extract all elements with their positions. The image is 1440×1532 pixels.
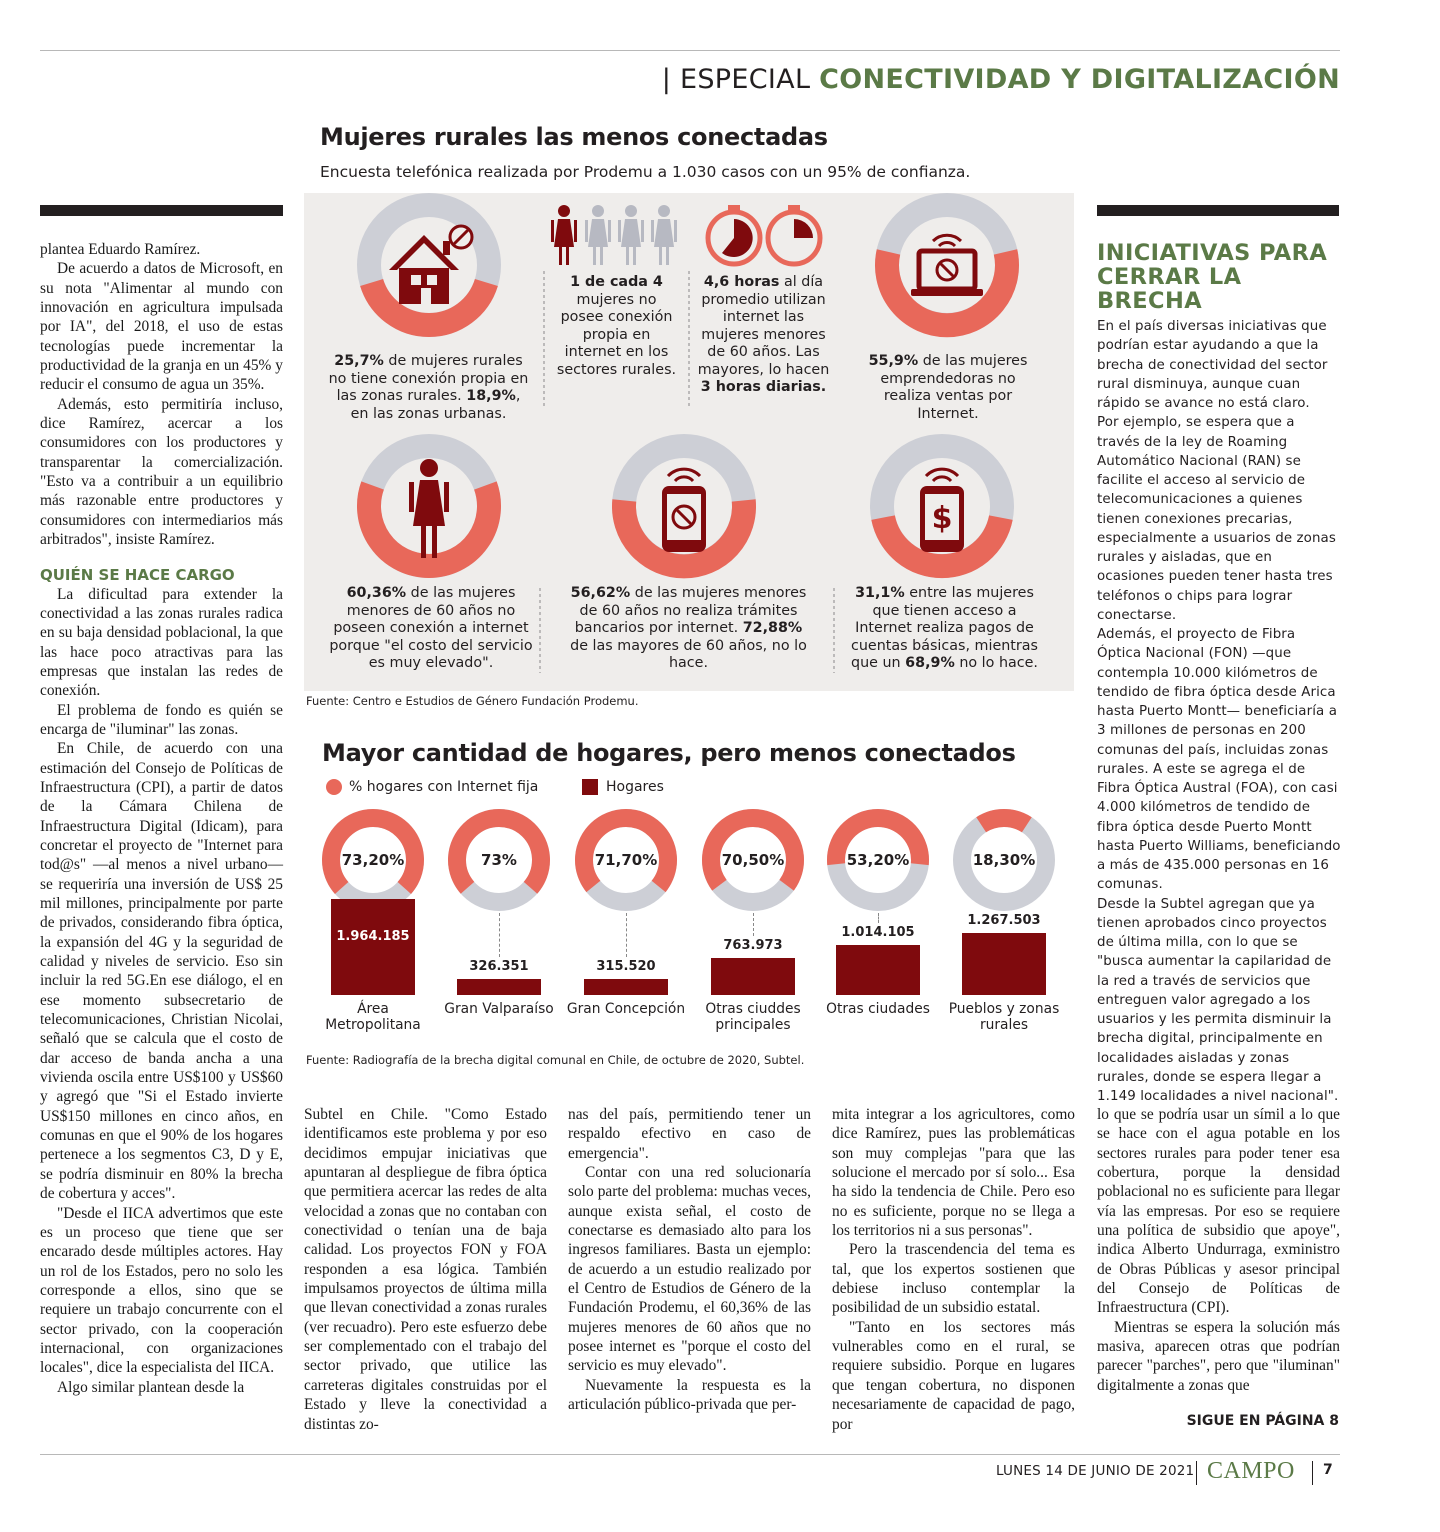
paragraph: Pero la trascendencia del tema es tal, que los expertos sostienen que debiese incluso contemplar la posibilidad de un subsidio estatal.: [832, 1241, 1075, 1317]
donut-woman: [369, 446, 489, 566]
paragraph: plantea Eduardo Ramírez.: [40, 241, 201, 258]
footer-brand: CAMPO: [1207, 1458, 1295, 1484]
category-label: Gran Valparaíso: [444, 1001, 554, 1017]
legend-hogares-swatch: [582, 779, 598, 795]
footer-divider: [1312, 1461, 1313, 1485]
legend: [326, 778, 726, 798]
infographic1-subtitle: Encuesta telefónica realizada por Prodemu a 1.030 casos con un 95% de confianza.: [320, 163, 971, 181]
paragraph: mita integrar a los agricultores, como dice Ramírez, pues las problemáticas son muy complejas "para que las solucione el mercado por sí solo... Esa ha sido la tendencia de Chile. Pero eso no es suficiente, porque no se llega a los territorios ni a sus personas".: [832, 1106, 1075, 1240]
stat-text-7: 31,1% entre las mujeres que tienen acceso a Internet realiza pagos de cuentas básicas, mientras que un 68,9% no lo hace.: [850, 585, 1038, 671]
category-label: Otras ciudades: [826, 1001, 930, 1017]
donut-percent-label: 71,70%: [594, 851, 658, 869]
footer-page-number: 7: [1323, 1462, 1333, 1478]
category-label: Pueblos y zonas rurales: [948, 1001, 1060, 1033]
connector-line: [626, 913, 627, 957]
infographic1-panel: [304, 193, 1074, 691]
hogares-bar: [584, 979, 668, 995]
right-column-bar: [1097, 205, 1339, 216]
donut-laptop: [887, 205, 1007, 325]
article-column-4: [832, 1105, 1075, 1434]
hogares-value-label: 315.520: [596, 959, 656, 974]
hogares-value-label: 1.964.185: [336, 929, 410, 944]
hogares-bar: [711, 958, 795, 995]
connector-line: [878, 913, 879, 923]
category-label: Gran Concepción: [566, 1001, 686, 1017]
category-label: Otras ciuddes principales: [705, 1001, 801, 1033]
donut-percent-label: 73%: [481, 851, 517, 869]
stat-text-5: 60,36% de las mujeres menores de 60 años no poseen conexión a internet porque "el costo del servicio es muy elevado".: [329, 585, 533, 671]
footer-date: LUNES 14 DE JUNIO DE 2021: [996, 1463, 1195, 1479]
legend-hogares-label: Hogares: [606, 779, 664, 795]
paragraph: En Chile, de acuerdo con una estimación del Consejo de Políticas de Infraestructura (CPI), a partir de datos de la Cámara Chilena de Infraestructura Digital (Idicam), para concretar el proyecto de "Internet para tod@s" —al menos a nivel urbano— se requeriría una inversión de US$ 25 mil millones, principalmente por parte de privados, considerando fibra óptica, la expansión del 4G y la seguridad de calidad y niveles de servicio. Eso sin incluir la red 5G.En ese diálogo, el en ese momento subsecretario de telecomunicaciones, Christian Nicolai, señaló que se calcula que el costo de dar acceso de banda ancha a una vivienda oscila entre US$100 y US$60 y agregó que "Si el Estado invierte US$150 millones en cinco años, en comunas en que el 90% de los hogares pertenece a los segmentos C3, D y E, se podría disminuir en 80% la brecha de cobertura y acces".: [40, 740, 283, 1203]
section-prefix: | ESPECIAL: [661, 64, 820, 95]
sidebar-paragraph: En el país diversas iniciativas que podrían estar ayudando a que la brecha de conectividad del sector rural disminuya, aunque cuan rápido se avance no está claro.: [1097, 319, 1328, 411]
paragraph: "Tanto en los sectores más vulnerables como en el rural, se requiere subsidio. Porque en lugares que tengan cobertura, no disponen necesariamente de capacidad de pago, por: [832, 1318, 1075, 1433]
clock-icons: [708, 205, 820, 264]
article-column-1: [40, 240, 283, 1397]
women-icons: [551, 205, 677, 265]
section-title: CONECTIVIDAD Y DIGITALIZACIÓN: [819, 64, 1340, 95]
connector-line: [499, 913, 500, 957]
hogares-value-label: 1.014.105: [841, 925, 915, 941]
hogares-bar: [962, 933, 1046, 995]
paragraph: "Desde el IICA advertimos que este es un proceso que tiene que ser encarado desde múltiples actores. Hay un rol de los Estados, pero no solo les corresponde a ellos, sino que se requiere un trabajo concurrente con el sector privado, con la cooperación internacional, con organizaciones locales", dice la especialista del IICA.: [40, 1204, 283, 1377]
donut-house: [369, 205, 489, 325]
paragraph: Mientras se espera la solución más masiva, aparecen otras que podrían parecer "parches", pero que "iluminan" digitalmente a zonas que: [1097, 1318, 1340, 1394]
sidebar-paragraph: Además, el proyecto de Fibra Óptica Nacional (FON) —que contempla 10.000 kilómetros de tendido de fibra óptica desde Arica hasta Puerto Montt— beneficiaría a 3 millones de personas en 200 comunas del país, incluidas zonas rurales. A este se agrega el de Fibra Óptica Austral (FOA), con casi 4.000 kilómetros de tendido de fibra óptica desde Puerto Montt hasta Puerto Williams, beneficiando a más de 435.000 personas en 16 comunas.: [1097, 627, 1341, 893]
sidebar-body: [1097, 317, 1341, 1106]
footer-divider: [1196, 1461, 1197, 1485]
section-header: [662, 64, 1340, 95]
stat-text-6: 56,62% de las mujeres menores de 60 años no realiza trámites bancarios por internet. 72,88% de las mayores de 60 años, no lo hace.: [570, 585, 807, 671]
hogares-bar: [457, 979, 541, 995]
paragraph: El problema de fondo es quién se encarga de "iluminar" las zonas.: [40, 701, 283, 738]
stat-text-3: 4,6 horas al día promedio utilizan internet las mujeres menores de 60 años. Las mayores, lo hacen 3 horas diarias.: [697, 274, 830, 395]
paragraph: Nuevamente la respuesta es la articulación público-privada que per-: [568, 1376, 811, 1414]
stat-text-1: 25,7% de mujeres rurales no tiene conexión propia en las zonas rurales. 18,9%, en las zonas urbanas.: [328, 353, 529, 422]
paragraph: Además, esto permitiría incluso, dice Ramírez, acercar a los consumidores con los productores y transparentar la comercialización. "Esto va a contribuir a un equilibrio más razonable entre productores y consumidores con intermediarios más arbitrados", insiste Ramírez.: [40, 395, 283, 549]
infographic1-title: Mujeres rurales las menos conectadas: [320, 123, 828, 151]
svg-text:$: $: [931, 501, 953, 536]
chart-area: [310, 805, 1090, 1045]
legend-internet-label: % hogares con Internet fija: [349, 779, 539, 795]
donut-dollar: [882, 446, 1002, 566]
sidebar-paragraph: Desde la Subtel agregan que ya tienen aprobados cinco proyectos de última milla, con lo que se "busca aumentar la capilaridad de la red a través de servicios que entreguen valor agregado a los usuarios y les permita disminuir la brecha digital, principalmente en localidades aisladas y zonas rurales, donde se espera llegar a 1.149 localidades a nivel nacional".: [1097, 896, 1339, 1104]
paragraph: lo que se podría usar un símil a lo que se hace con el agua potable en los sectores rurales para poder tener esa cobertura, porque la densidad poblacional no es suficiente para llegar vía las empresas. Por eso se requiere una política de subsidio que apoye", indica Alberto Undurraga, exministro de Obras Públicas y asesor principal del Consejo de Políticas de Infraestructura (CPI).: [1097, 1106, 1340, 1317]
infographic2-title: Mayor cantidad de hogares, pero menos conectados: [322, 739, 1016, 767]
sidebar-paragraph: Por ejemplo, se espera que a través de la ley de Roaming Automático Nacional (RAN) se facilite el acceso al servicio de telecomunicaciones a quienes tienen conexiones precarias, especialmente a usuarios de zonas rurales y aisladas, que en ocasiones pueden tener hasta tres teléfonos o chips para lograr conectarse.: [1097, 415, 1336, 623]
hogares-value-label: 1.267.503: [967, 913, 1041, 929]
section-heading: QUIÉN SE HACE CARGO: [40, 565, 235, 584]
infographic1-source: Fuente: Centro e Estudios de Género Fundación Prodemu.: [306, 694, 639, 708]
sidebar-title: INICIATIVAS PARA CERRAR LA BRECHA: [1097, 240, 1328, 314]
stat-text-2: 1 de cada 4 mujeres no posee conexión propia en internet en los sectores rurales.: [556, 274, 677, 378]
hogares-bar: [331, 899, 415, 995]
paragraph: La dificultad para extender la conectividad a las zonas rurales radica en su baja densidad poblacional, la que las hace poco atractivas para las empresas que instalan las redes de conexión.: [40, 585, 283, 700]
hogares-value-label: 326.351: [469, 959, 529, 974]
donut-percent-label: 53,20%: [846, 851, 910, 869]
left-column-bar: [40, 205, 283, 216]
donut-percent-label: 18,30%: [972, 851, 1036, 869]
article-column-5: [1097, 1105, 1340, 1395]
continue-label: SIGUE EN PÁGINA 8: [1186, 1413, 1339, 1429]
hogares-value-label: 763.973: [723, 937, 783, 953]
connector-line: [753, 913, 754, 936]
hogares-bar: [836, 945, 920, 995]
article-column-3: [568, 1105, 811, 1415]
donut-percent-label: 70,50%: [721, 851, 785, 869]
article-column-2: [304, 1105, 547, 1434]
paragraph: nas del país, permitiendo tener un respaldo efectivo en caso de emergencia".: [568, 1106, 811, 1162]
donut-phone: [624, 446, 744, 566]
top-rule: [40, 50, 1340, 51]
donut-percent-label: 73,20%: [341, 851, 405, 869]
category-label: Área Metropolitana: [325, 1001, 421, 1033]
stat-text-4: 55,9% de las mujeres emprendedoras no realiza ventas por Internet.: [868, 353, 1028, 422]
paragraph: De acuerdo a datos de Microsoft, en su nota "Alimentar al mundo con innovación en agricultura impulsada por IA", del 2018, el uso de estas tecnologías puede incrementar la productividad de la granja en un 45% y reducir el consumo de agua un 35%.: [40, 260, 283, 394]
paragraph: Algo similar plantean desde la: [57, 1378, 245, 1396]
paragraph: Subtel en Chile. "Como Estado identificamos este problema y por eso decidimos empujar iniciativas que apuntaran al despliegue de fibra óptica que permitiera acercar las redes de alta velocidad a zonas que no contaban con conectividad o tenían una de baja calidad. Los proyectos FON y FOA responden a esa lógica. También impulsamos proyectos de última milla que llevan conectividad a zonas rurales (ver recuadro). Pero este esfuerzo debe ser complementado con el trabajo del sector privado, que utilice las carreteras digitales construidas por el Estado y lleve la conectividad a distintas zo-: [304, 1106, 547, 1433]
legend-internet-swatch: [326, 779, 342, 795]
paragraph: Contar con una red solucionaría solo parte del problema: muchas veces, aunque exista señal, el costo de conectarse es demasiado alto para los ingresos familiares. Basta un ejemplo: de acuerdo a un estudio realizado por el Centro de Estudios de Género de la Fundación Prodemu, el 60,36% de las mujeres menores de 60 años que no posee internet es "porque el costo del servicio es muy elevado".: [568, 1164, 811, 1375]
footer-rule: [40, 1454, 1340, 1455]
infographic2-source: Fuente: Radiografía de la brecha digital comunal en Chile, de octubre de 2020, Subtel.: [306, 1053, 805, 1067]
